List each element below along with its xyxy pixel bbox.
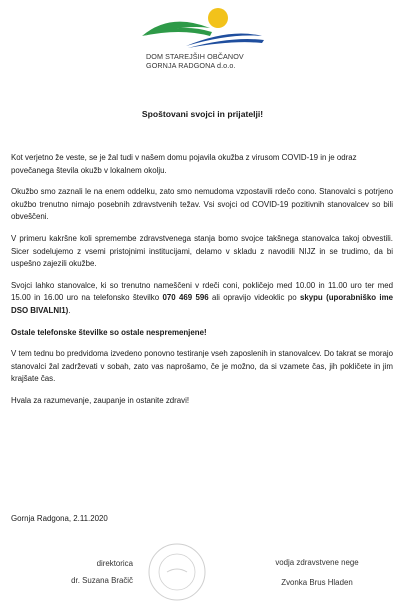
paragraph-4 bbox=[11, 280, 393, 318]
signature-right-name: Zvonka Brus Hladen bbox=[281, 578, 353, 587]
signature-left-name: dr. Suzana Bračič bbox=[71, 576, 133, 585]
signature-right bbox=[252, 553, 382, 593]
organization-name bbox=[146, 52, 286, 70]
paragraph-3: V primeru kakršne koli spremembe zdravstvenega stanja bomo svojce takšnega stanovalca takoj obvestili. Sicer sodelujemo z vsemi pristojnimi institucijami, delamo v skladu z navodili NIJZ in se trudimo, da bi uspešno zajezili okužbe. bbox=[11, 233, 393, 269]
signature-left-title: direktorica bbox=[96, 559, 133, 568]
paragraph-4-text-a: Svojci lahko stanovalce, ki so trenutno nameščeni v rdeči coni, pokličejo med 10.00 in 11.00 uro ter med 15.00 in 16.00 uro na telefonsko številko bbox=[11, 280, 393, 303]
letter-body bbox=[11, 152, 393, 417]
dateline: Gornja Radgona, 2.11.2020 bbox=[11, 514, 108, 523]
phone-number: 070 469 596 bbox=[162, 293, 209, 303]
paragraph-5 bbox=[11, 327, 393, 340]
paragraph-1: Kot verjetno že veste, se je žal tudi v našem domu pojavila okužba z virusom COVID-19 in je odraz povečanega števila okužb v lokalnem okolju. bbox=[11, 153, 357, 175]
signature-left bbox=[33, 555, 133, 589]
phone-notice: Ostale telefonske številke so ostale nespremenjene! bbox=[11, 327, 207, 337]
skype-info: skypu (uporabniško ime DSO BIVALNI1) bbox=[11, 293, 393, 315]
paragraph-2: Okužbo smo zaznali le na enem oddelku, zato smo nemudoma vzpostavili rdečo cono. Stanovalci s potrjeno okužbo trenutno nimajo posebnih zdravstvenih težav. Vsi svojci od COVID-19 pozitivnih stanovalcev so bili obveščeni. bbox=[11, 187, 393, 222]
paragraph-6: V tem tednu bo predvidoma izvedeno ponovno testiranje vseh zaposlenih in stanovalcev. Do takrat se morajo stanovalci žal zadrževati v sobah, zato vas naprošamo, če je možno, da si vzamete čas, jih pokličete in jim krajšate čas. bbox=[11, 349, 393, 384]
paragraph-4-text-c: . bbox=[68, 305, 71, 315]
signature-right-title: vodja zdravstvene nege bbox=[275, 558, 359, 567]
letter-greeting: Spoštovani svojci in prijatelji! bbox=[141, 109, 264, 119]
logo-graphic-icon bbox=[140, 6, 280, 56]
organization-name-line1: DOM STAREJŠIH OBČANOV bbox=[146, 52, 244, 61]
organization-name-line2: GORNJA RADGONA d.o.o. bbox=[146, 61, 236, 70]
paragraph-4-text-b: ali opravijo videoklic po bbox=[208, 293, 300, 303]
stamp-icon bbox=[147, 542, 207, 602]
paragraph-7: Hvala za razumevanje, zaupanje in ostanite zdravi! bbox=[11, 395, 190, 405]
